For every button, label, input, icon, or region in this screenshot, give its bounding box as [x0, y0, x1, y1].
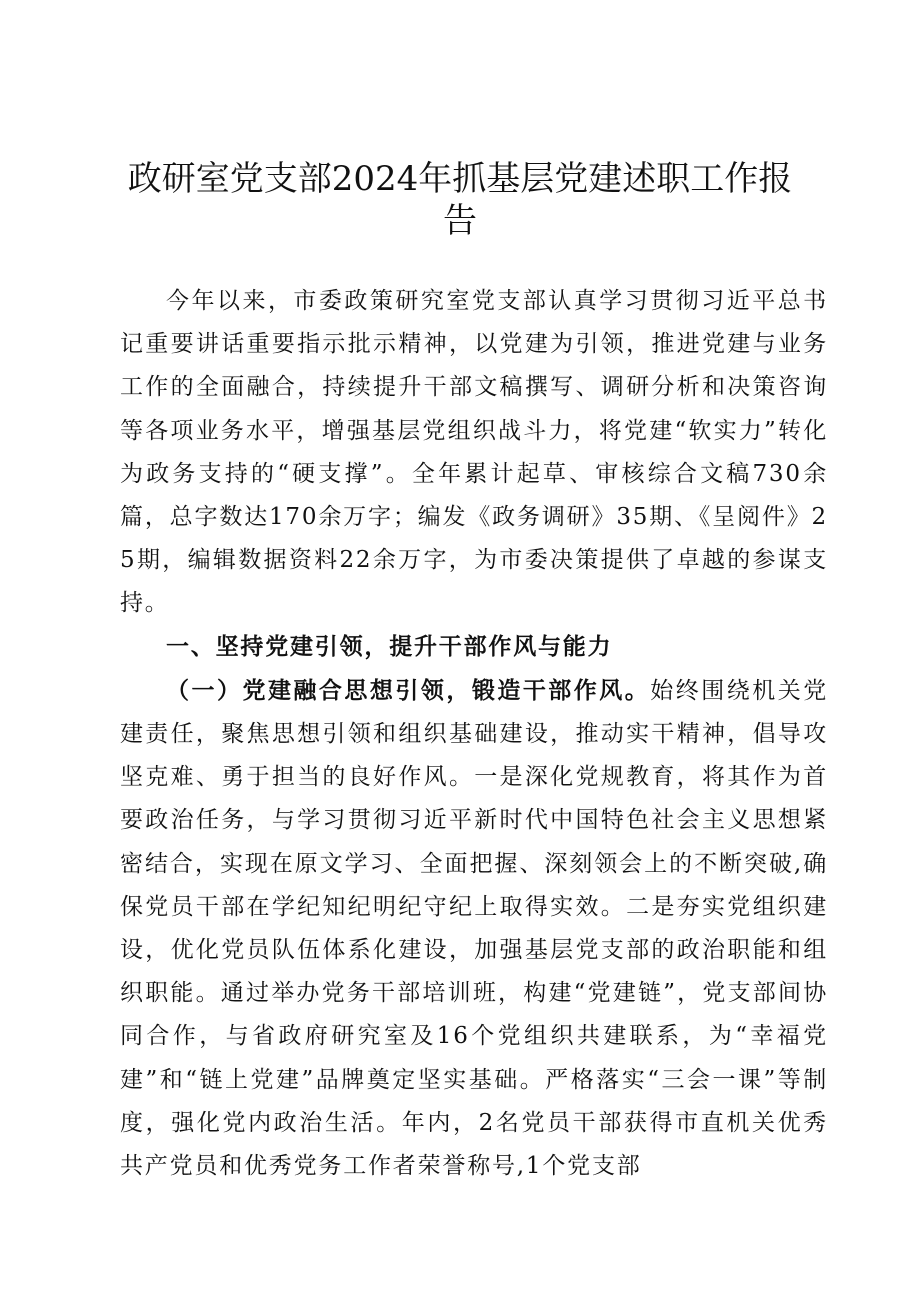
document-title: [110, 158, 810, 242]
subsection-1-lead: （一）党建融合思想引领，锻造干部作风。: [166, 676, 651, 704]
section-1-heading: 一、坚持党建引领，提升干部作风与能力: [166, 633, 613, 660]
subsection-1-paragraph: [120, 669, 828, 1188]
document-body: [120, 280, 828, 1188]
intro-paragraph: 今年以来，市委政策研究室党支部认真学习贯彻习近平总书记重要讲话重要指示批示精神，以党建为引领，推进党建与业务工作的全面融合，持续提升干部文稿撰写、调研分析和决策咨询等各项业务水平，增强基层党组织战斗力，将党建“软实力”转化为政务支持的“硬支撑”。全年累计起草、审核综合文稿730余篇，总字数达170余万字；编发《政务调研》35期、《呈阅件》25期，编辑数据资料22余万字，为市委决策提供了卓越的参谋支持。: [120, 288, 828, 617]
title-line-1: 政研室党支部2024年抓基层党建述职工作报: [127, 159, 793, 199]
title-line-2: 告: [443, 201, 477, 241]
subsection-1-body: 始终围绕机关党建责任，聚焦思想引领和组织基础建设，推动实干精神，倡导攻坚克难、勇于担当的良好作风。一是深化党规教育，将其作为首要政治任务，与学习贯彻习近平新时代中国特色社会主义思想紧密结合，实现在原文学习、全面把握、深刻领会上的不断突破,确保党员干部在学纪知纪明纪守纪上取得实效。二是夯实党组织建设，优化党员队伍体系化建设，加强基层党支部的政治职能和组织职能。通过举办党务干部培训班，构建“党建链”，党支部间协同合作，与省政府研究室及16个党组织共建联系，为“幸福党建”和“链上党建”品牌奠定坚实基础。严格落实“三会一课”等制度，强化党内政治生活。年内，2名党员干部获得市直机关优秀共产党员和优秀党务工作者荣誉称号,1个党支部: [120, 677, 828, 1180]
